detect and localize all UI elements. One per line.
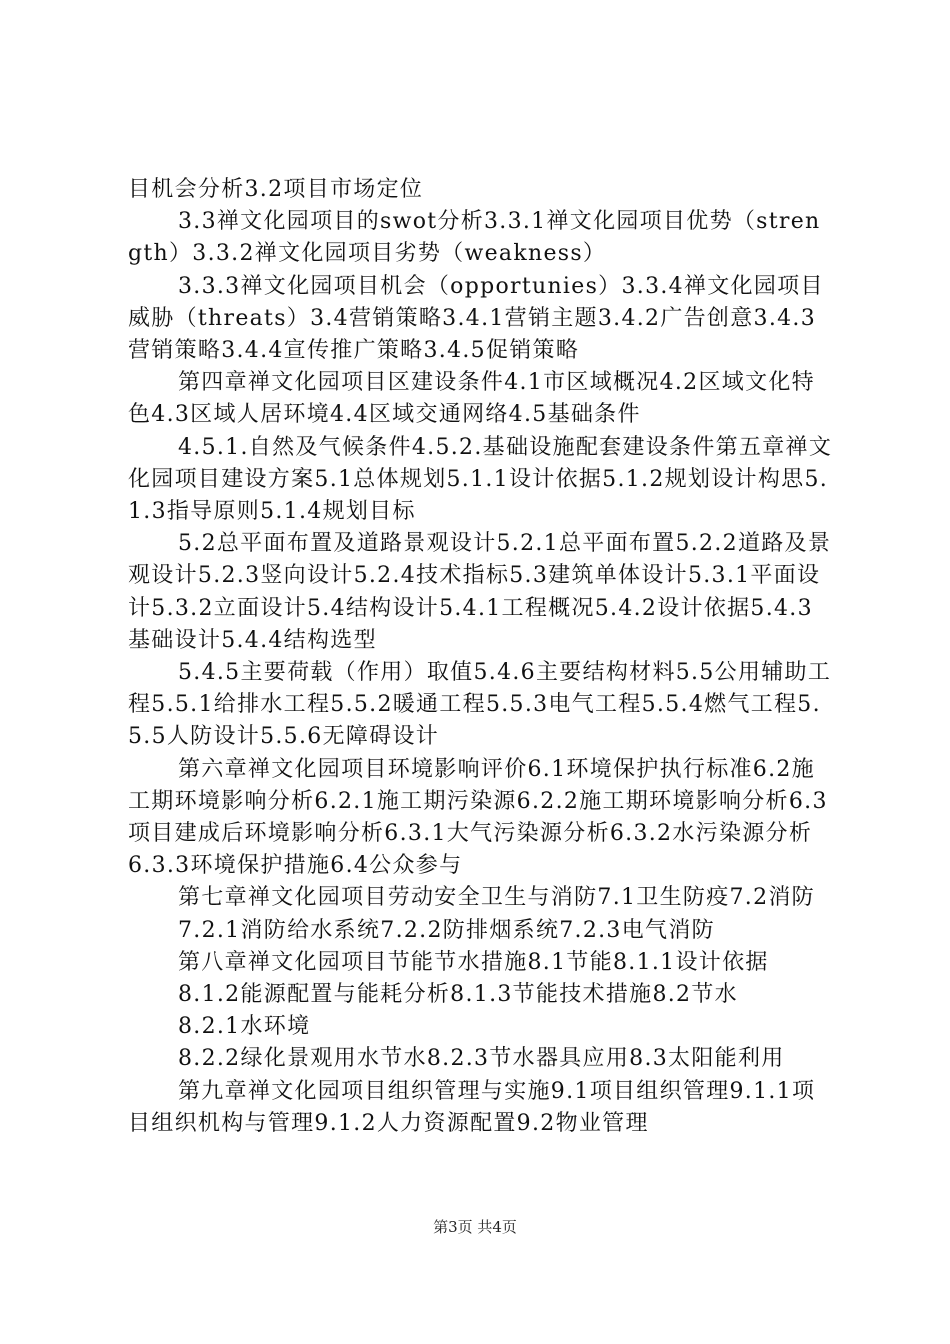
paragraph: 5.4.5主要荷载（作用）取值5.4.6主要结构材料5.5公用辅助工程5.5.1给排水工程5.5.2暖通工程5.5.3电气工程5.5.4燃气工程5.5.5人防设计5.5.6无障碍设计 [128,660,832,750]
paragraph: 第六章禅文化园项目环境影响评价6.1环境保护执行标准6.2施工期环境影响分析6.2.1施工期污染源6.2.2施工期环境影响分析6.3项目建成后环境影响分析6.3.1大气污染源分析6.3.2水污染源分析6.3.3环境保护措施6.4公众参与 [128,756,828,879]
paragraph: 8.2.2绿化景观用水节水8.2.3节水器具应用8.3太阳能利用 [178,1046,785,1072]
paragraph: 第八章禅文化园项目节能节水措施8.1节能8.1.1设计依据 [178,949,769,975]
paragraph: 8.1.2能源配置与能耗分析8.1.3节能技术措施8.2节水 [178,982,738,1008]
paragraph: 3.3禅文化园项目的swot分析3.3.1禅文化园项目优势（strength）3.3.2禅文化园项目劣势（weakness） [128,209,821,267]
paragraph: 7.2.1消防给水系统7.2.2防排烟系统7.2.3电气消防 [178,917,715,943]
paragraph: 4.5.1.自然及气候条件4.5.2.基础设施配套建设条件第五章禅文化园项目建设方案5.1总体规划5.1.1设计依据5.1.2规划设计构思5.1.3指导原则5.1.4规划目标 [128,434,833,525]
paragraph: 8.2.1水环境 [178,1014,311,1040]
document-body [128,174,833,1140]
paragraph: 目机会分析3.2项目市场定位 [128,177,424,202]
paragraph: 第九章禅文化园项目组织管理与实施9.1项目组织管理9.1.1项目组织机构与管理9.1.2人力资源配置9.2物业管理 [128,1078,816,1136]
page-footer: 第3页 共4页 [433,1218,517,1236]
paragraph: 3.3.3禅文化园项目机会（opportunies）3.3.4禅文化园项目威胁（threats）3.4营销策略3.4.1营销主题3.4.2广告创意3.4.3营销策略3.4.4宣传推广策略3.4.5促销策略 [128,273,824,364]
paragraph: 第四章禅文化园项目区建设条件4.1市区域概况4.2区域文化特色4.3区域人居环境4.4区域交通网络4.5基础条件 [128,370,815,428]
paragraph: 5.2总平面布置及道路景观设计5.2.1总平面布置5.2.2道路及景观设计5.2.3竖向设计5.2.4技术指标5.3建筑单体设计5.3.1平面设计5.3.2立面设计5.4结构设计5.4.1工程概况5.4.2设计依据5.4.3基础设计5.4.4结构选型 [128,531,832,653]
paragraph: 第七章禅文化园项目劳动安全卫生与消防7.1卫生防疫7.2消防 [178,885,815,911]
